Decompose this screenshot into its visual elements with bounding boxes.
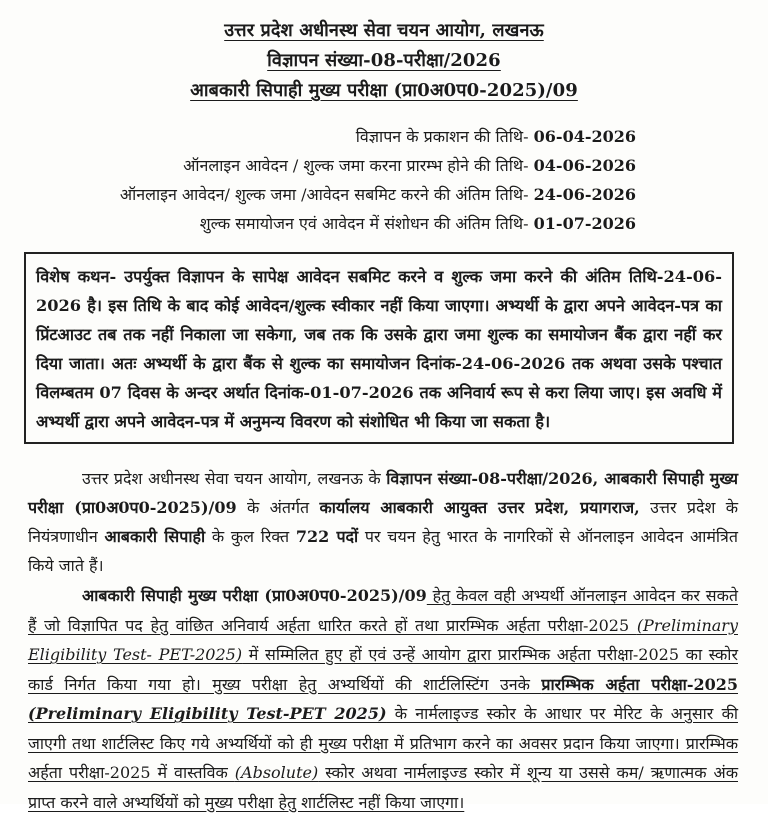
date-row-application-start: ऑनलाइन आवेदन / शुल्क जमा करना प्रारम्भ होने की तिथि- 04-06-2026 — [183, 156, 636, 175]
date-row-application-last: ऑनलाइन आवेदन/ शुल्क जमा /आवेदन सबमिट करने की अंतिम तिथि- 24-06-2026 — [119, 185, 636, 204]
date-row-publication: विज्ञापन के प्रकाशन की तिथि- 06-04-2026 — [355, 127, 636, 146]
special-notice-box — [24, 252, 734, 444]
organization-name: उत्तर प्रदेश अधीनस्थ सेवा चयन आयोग, लखनऊ — [224, 20, 544, 41]
advertisement-number: विज्ञापन संख्या-08-परीक्षा/2026 — [267, 50, 501, 71]
special-notice-text: विशेष कथन- उपर्युक्त विज्ञापन के सापेक्ष आवेदन सबमिट करने व शुल्क जमा करने की अंतिम तिथि-24-06-2026 है। इस तिथि के बाद कोई आवेदन/शुल्क स्वीकार नहीं किया जाएगा। अभ्यर्थी के द्वारा अपने आवेदन-पत्र का प्रिंटआउट तब तक नहीं निकाला जा सकेगा, जब तक कि उसके द्वारा जमा शुल्क का समायोजन बैंक द्वारा नहीं कर दिया जाता। अतः अभ्यर्थी के द्वारा बैंक से शुल्क का समायोजन दिनांक-24-06-2026 तक अथवा उसके पश्चात विलम्बतम 07 दिवस के अन्दर अर्थात दिनांक-01-07-2026 तक अनिवार्य रूप से करा लिया जाए। इस अवधि में अभ्यर्थी द्वारा अपने आवेदन-पत्र में अनुमन्य विवरण को संशोधित भी किया जा सकता है। — [36, 267, 722, 431]
important-dates — [120, 122, 636, 238]
intro-paragraph: उत्तर प्रदेश अधीनस्थ सेवा चयन आयोग, लखनऊ के विज्ञापन संख्या-08-परीक्षा/2026, आबकारी सिपाही मुख्य परीक्षा (प्रा0अ0प0-2025)/09 के अंतर्गत कार्यालय आबकारी आयुक्त उत्तर प्रदेश, प्रयागराज, उत्तर प्रदेश के नियंत्रणाधीन आबकारी सिपाही के कुल रिक्त 722 पदों पर चयन हेतु भारत के नागरिकों से ऑनलाइन आवेदन आमंत्रित किये जाते हैं। — [28, 469, 738, 575]
document-header — [0, 16, 768, 106]
exam-title: आबकारी सिपाही मुख्य परीक्षा (प्रा0अ0प0-2025)/09 — [190, 80, 578, 101]
date-row-correction-last: शुल्क समायोजन एवं आवेदन में संशोधन की अंतिम तिथि- 01-07-2026 — [199, 214, 636, 233]
eligibility-paragraph: आबकारी सिपाही मुख्य परीक्षा (प्रा0अ0प0-2025)/09 हेतु केवल वही अभ्यर्थी ऑनलाइन आवेदन कर सकते हैं जो विज्ञापित पद हेतु वांछित अनिवार्य अर्हता धारित करते हों तथा प्रारम्भिक अर्हता परीक्षा-2025 (Preliminary Eligibility Test- PET-2025) में सम्मिलित हुए हों एवं उन्हें आयोग द्वारा प्रारम्भिक अर्हता परीक्षा-2025 का स्कोर कार्ड निर्गत किया गया हो। मुख्य परीक्षा हेतु अभ्यर्थियों की शार्टलिस्टिंग उनके प्रारम्भिक अर्हता परीक्षा-2025 (Preliminary Eligibility Test-PET 2025) के नार्मलाइज्ड स्कोर के आधार पर मेरिट के अनुसार की जाएगी तथा शार्टलिस्ट किए गये अभ्यर्थियों को ही मुख्य परीक्षा में प्रतिभाग करने का अवसर प्रदान किया जाएगा। प्रारम्भिक अर्हता परीक्षा-2025 में वास्तविक (Absolute) स्कोर अथवा नार्मलाइज्ड स्कोर में शून्य या उससे कम/ ऋणात्मक अंक प्राप्त करने वाले अभ्यर्थियों को मुख्य परीक्षा हेतु शार्टलिस्ट नहीं किया जाएगा। — [28, 586, 739, 812]
